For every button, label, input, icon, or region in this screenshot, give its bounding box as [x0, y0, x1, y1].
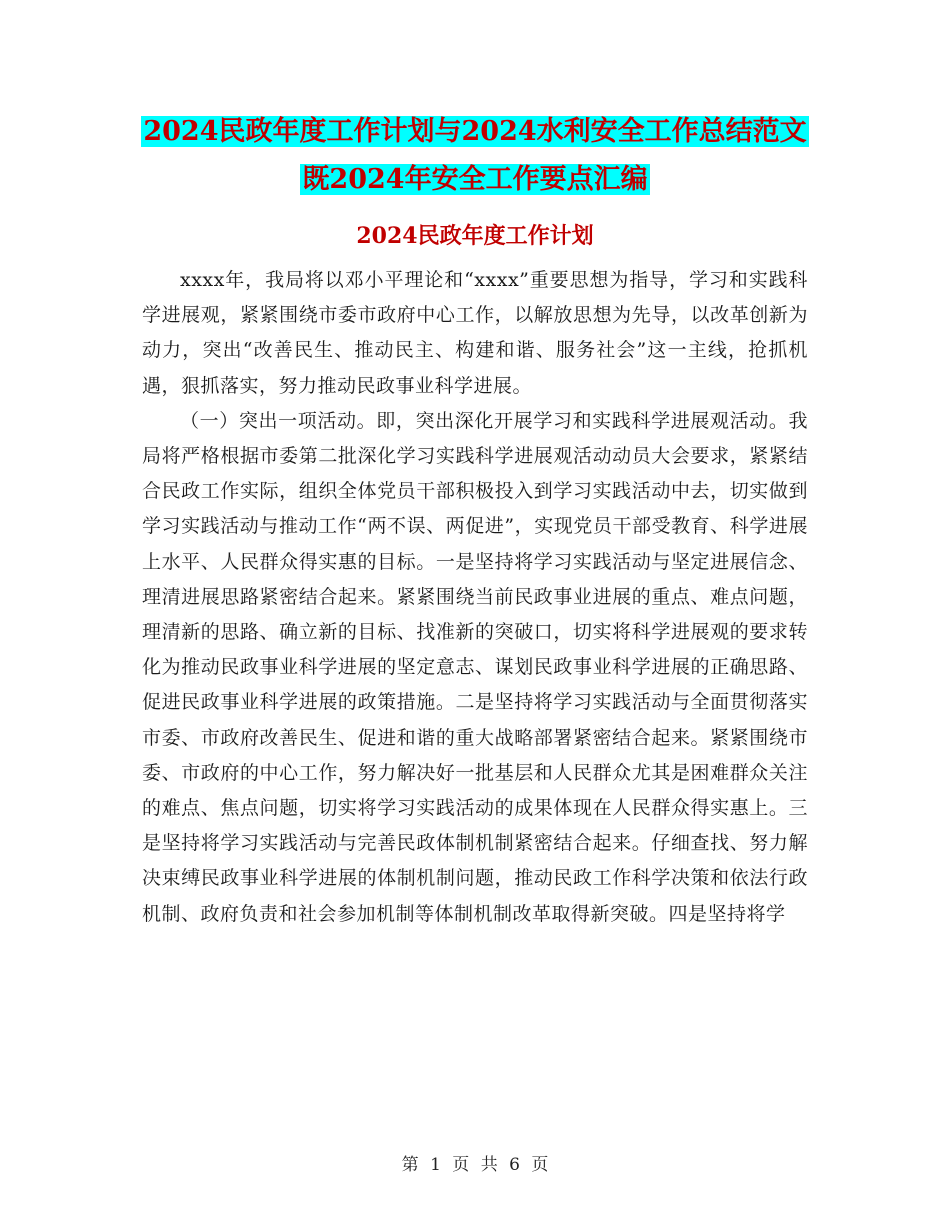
section-title: 2024民政年度工作计划	[356, 223, 594, 249]
title-line-1	[0, 108, 950, 156]
paragraph-activity: （一）突出一项活动。即，突出深化开展学习和实践科学进展观活动。我局将严格根据市委第二批深化学习实践科学进展观活动动员大会要求，紧紧结合民政工作实际，组织全体党员干部积极投入到学习实践活动中去，切实做到学习实践活动与推动工作“两不误、两促进”，实现党员干部受教育、科学进展上水平、人民群众得实惠的目标。一是坚持将学习实践活动与坚定进展信念、理清进展思路紧密结合起来。紧紧围绕当前民政事业进展的重点、难点问题，理清新的思路、确立新的目标、找准新的突破口，切实将科学进展观的要求转化为推动民政事业科学进展的坚定意志、谋划民政事业科学进展的正确思路、促进民政事业科学进展的政策措施。二是坚持将学习实践活动与全面贯彻落实市委、市政府改善民生、促进和谐的重大战略部署紧密结合起来。紧紧围绕市委、市政府的中心工作，努力解决好一批基层和人民群众尤其是困难群众关注的难点、焦点问题，切实将学习实践活动的成果体现在人民群众得实惠上。三是坚持将学习实践活动与完善民政体制机制紧密结合起来。仔细查找、努力解决束缚民政事业科学进展的体制机制问题，推动民政工作科学决策和依法行政机制、政府负责和社会参加机制等体制机制改革取得新突破。四是坚持将学	[142, 409, 808, 925]
document-title	[0, 108, 950, 204]
page-footer: 第 1 页 共 6 页	[401, 1155, 549, 1175]
title-line-2	[0, 156, 950, 204]
paragraph-intro: xxxx年，我局将以邓小平理论和“xxxx”重要思想为指导，学习和实践科学进展观，紧紧围绕市委市政府中心工作，以解放思想为先导，以改革创新为动力，突出“改善民生、推动民主、构建和谐、服务社会”这一主线，抢抓机遇，狠抓落实，努力推动民政事业科学进展。	[142, 269, 808, 397]
title-line-1-text: 2024民政年度工作计划与2024水利安全工作总结范文	[143, 116, 807, 147]
title-line-2-text: 既2024年安全工作要点汇编	[302, 164, 648, 195]
document-body	[142, 263, 808, 932]
